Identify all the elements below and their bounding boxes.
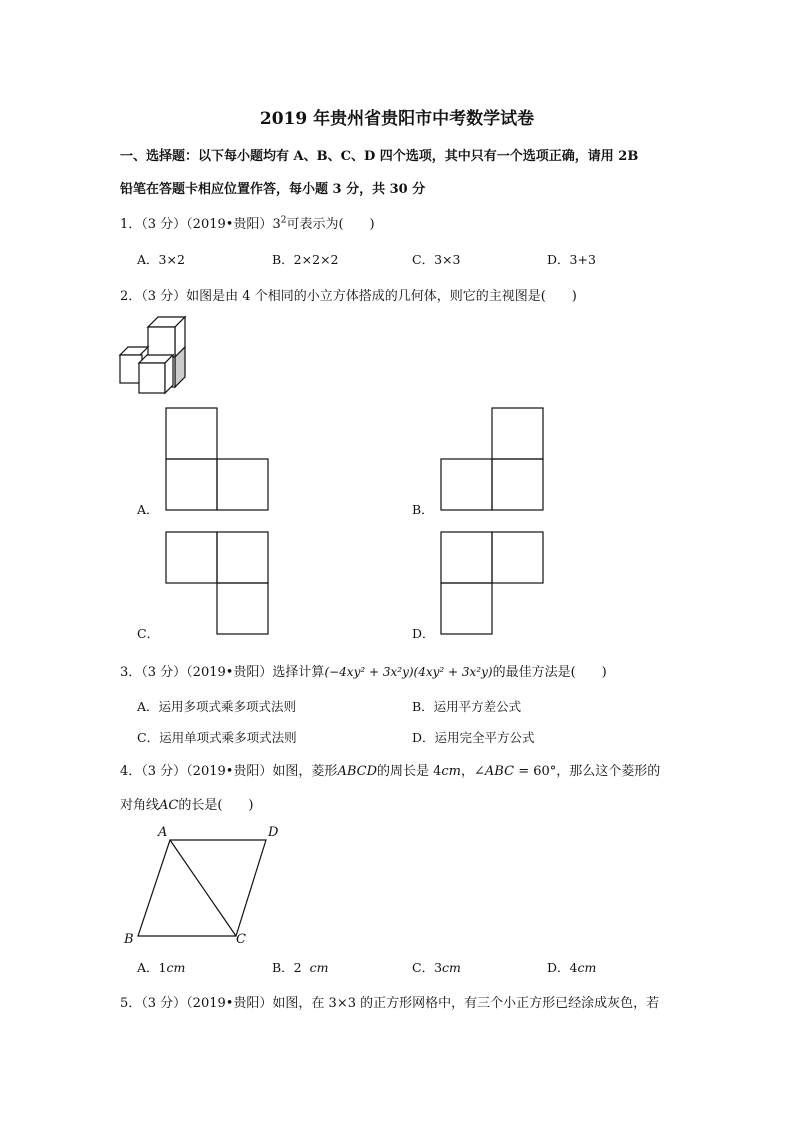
question-4-option-d-unit: cm	[577, 960, 597, 975]
vertex-label-b: B	[124, 932, 134, 947]
question-3-prefix: 3．（3 分）（2019•贵阳）选择计算	[120, 665, 325, 680]
question-2-option-a-label[interactable]: A．	[137, 502, 159, 517]
question-3-option-d[interactable]: D．运用完全平方公式	[412, 730, 535, 745]
question-3	[120, 661, 607, 680]
question-4-option-a-unit: cm	[166, 960, 186, 975]
question-3-option-b[interactable]: B．运用平方差公式	[412, 699, 522, 714]
question-4-option-d[interactable]	[547, 958, 596, 976]
vertex-label-a: A	[158, 825, 168, 840]
question-4-diagonal-name: AC	[159, 798, 179, 813]
question-4-text-line2-c: 的长是( )	[178, 798, 254, 813]
question-4-text-line2-a: 对角线	[120, 798, 160, 813]
question-4-line-2	[120, 794, 254, 813]
question-2-option-d-label[interactable]: D．	[412, 626, 435, 641]
question-1-prefix: 1．（3 分）（2019•贵阳）	[120, 217, 273, 232]
question-2-option-b-label[interactable]: B．	[412, 502, 434, 517]
question-2-option-c-label[interactable]: C．	[137, 626, 160, 641]
question-4-line-1	[120, 760, 660, 779]
question-4-option-c-value: C．3	[412, 960, 443, 975]
vertex-label-d: D	[268, 825, 279, 840]
question-3-option-a[interactable]: A．运用多项式乘多项式法则	[137, 699, 297, 714]
question-1	[120, 213, 375, 232]
question-3-expression: (−4xy² + 3x²y)(4xy² + 3x²y)	[324, 665, 493, 679]
paper-title: 2019 年贵州省贵阳市中考数学试卷	[259, 109, 535, 129]
question-1-option-d[interactable]: D．3+3	[547, 252, 596, 267]
question-2-option-c-figure[interactable]	[165, 531, 270, 635]
question-4-option-c-unit: cm	[442, 960, 461, 975]
question-4-option-a-value: A．1	[137, 960, 167, 975]
question-4-text-g: = 60°，那么这个菱形的	[514, 764, 661, 779]
question-2: 2．（3 分）如图是由 4 个相同的小立方体搭成的几何体，则它的主视图是( )	[120, 289, 577, 304]
question-4-text-c: 的周长是 4	[377, 764, 442, 779]
question-4-rhombus-name: ABCD	[337, 764, 377, 779]
vertex-label-c: C	[236, 932, 246, 947]
question-4-unit: cm	[441, 764, 462, 779]
question-2-option-a-figure[interactable]	[165, 407, 270, 511]
question-4-text-a: 4．（3 分）（2019•贵阳）如图，菱形	[120, 764, 338, 779]
question-4-option-d-value: D．4	[547, 960, 578, 975]
question-1-option-c[interactable]: C．3×3	[412, 252, 461, 267]
question-4-option-a[interactable]	[137, 958, 185, 976]
question-4-option-b-unit: cm	[309, 960, 329, 975]
cube-stack-figure	[115, 313, 190, 393]
question-2-option-d-figure[interactable]	[440, 531, 545, 635]
question-1-exponent: 2	[280, 215, 287, 226]
question-3-option-c[interactable]: C．运用单项式乘多项式法则	[137, 730, 297, 745]
rhombus-figure	[120, 822, 290, 952]
question-1-option-a[interactable]: A．3×2	[137, 252, 185, 267]
question-4-option-b-value: B．2	[272, 960, 310, 975]
question-4-option-c[interactable]	[412, 958, 461, 976]
section-heading-line-2: 铅笔在答题卡相应位置作答，每小题 3 分，共 30 分	[120, 182, 426, 197]
question-4-option-b[interactable]	[272, 958, 328, 976]
question-3-suffix: 的最佳方法是( )	[492, 665, 607, 680]
question-2-option-b-figure[interactable]	[440, 407, 545, 511]
question-4-text-e: ，∠	[461, 764, 485, 779]
section-heading-line-1: 一、选择题：以下每小题均有 A、B、C、D 四个选项，其中只有一个选项正确，请用 2B	[120, 149, 639, 164]
question-1-base: 3	[272, 217, 281, 232]
question-4-angle-name: ABC	[484, 764, 515, 779]
question-5: 5．（3 分）（2019•贵阳）如图，在 3×3 的正方形网格中，有三个小正方形已经涂成灰色，若	[120, 996, 660, 1011]
question-1-suffix: 可表示为( )	[286, 217, 375, 232]
question-1-option-b[interactable]: B．2×2×2	[272, 252, 339, 267]
